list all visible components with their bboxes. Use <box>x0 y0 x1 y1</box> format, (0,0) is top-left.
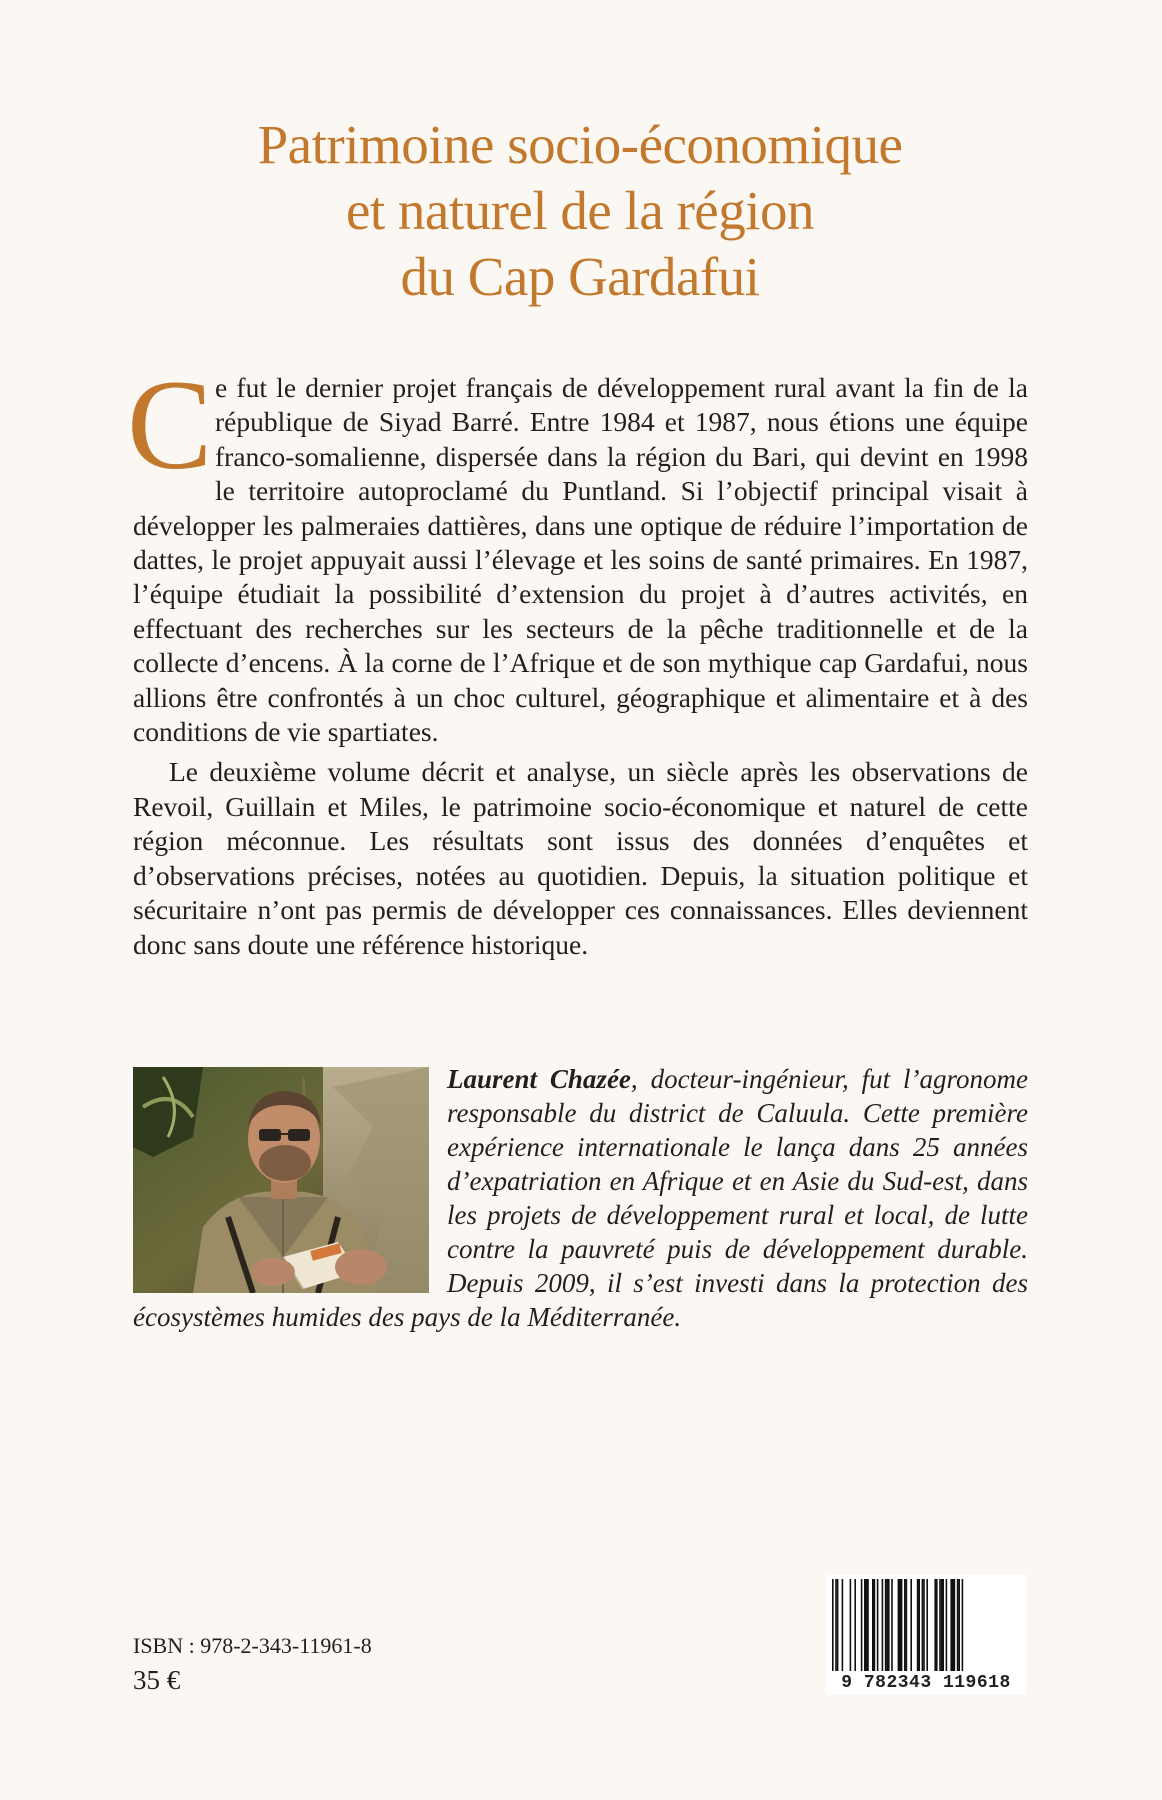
synopsis-paragraph-1-text: e fut le dernier projet français de développement rural avant la fin de la république de Siyad Barré. Entre 1984 et 1987, nous étions une équipe franco-somalienne, dispersée dans la région du Bari, qui devint en 1998 le territoire autoproclamé du Puntland. Si l’objectif principal visait à développer les palmeraies dattières, dans une optique de réduire l’importation de dattes, le projet appuyait aussi l’élevage et les soins de santé primaires. En 1987, l’équipe étudiait la possibilité d’extension du projet à d’autres activités, en effectuant des recherches sur les secteurs de la pêche traditionnelle et de la collecte d’encens. À la corne de l’Afrique et de son mythique cap Gardafui, nous allions être confrontés à un choc culturel, géographique et alimentaire et à des conditions de vie spartiates. <box>133 372 1028 748</box>
barcode-bar <box>958 1579 960 1671</box>
barcode-bar <box>832 1579 834 1671</box>
barcode-bar <box>939 1579 941 1671</box>
barcode-bar <box>837 1579 839 1671</box>
barcode-bar <box>917 1579 920 1671</box>
barcode-bar <box>957 1579 959 1671</box>
barcode-bar <box>854 1579 856 1671</box>
barcode-bar <box>882 1579 884 1671</box>
title-line: du Cap Gardafui <box>400 246 760 307</box>
barcode-bar <box>886 1579 889 1671</box>
barcode-bar <box>842 1579 844 1671</box>
barcode-bar <box>850 1579 852 1671</box>
barcode-bar <box>872 1579 875 1671</box>
barcode-bar <box>922 1579 924 1671</box>
author-name: Laurent Chazée <box>447 1064 631 1094</box>
barcode-bar <box>934 1579 937 1671</box>
author-section <box>133 1064 1028 1339</box>
barcode-bar <box>891 1579 893 1671</box>
barcode-bar <box>950 1579 955 1671</box>
barcode-bar <box>941 1579 944 1671</box>
barcode-bar <box>926 1579 928 1671</box>
barcode-bar <box>962 1579 964 1671</box>
synopsis-paragraph-2: Le deuxième volume décrit et analyse, un siècle après les observations de Revoil, Guillain et Miles, le patrimoine socio-économique et naturel de cette région méconnue. Les résultats sont issus des données d’enquêtes et d’observations précises, notées au quotidien. Depuis, la situation politique et sécuritaire n’ont pas permis de développer ces connaissances. Elles deviennent donc sans doute une référence historique. <box>133 756 1028 960</box>
barcode-bar <box>885 1579 887 1671</box>
barcode-bar <box>877 1579 879 1671</box>
title-line: et naturel de la région <box>345 180 814 241</box>
barcode-bar <box>864 1579 869 1671</box>
barcode-bar <box>835 1579 837 1671</box>
barcode-bar <box>923 1579 925 1671</box>
barcode-bar <box>904 1579 906 1671</box>
title-line: Patrimoine socio-économique <box>257 114 903 175</box>
barcode-bar <box>898 1579 903 1671</box>
author-bio <box>133 1062 1028 1334</box>
drop-cap: C <box>127 354 213 496</box>
barcode-bar <box>906 1579 908 1671</box>
barcode-bars <box>826 1575 1026 1673</box>
synopsis-paragraph-1 <box>127 354 1028 749</box>
barcode-number: 9 782343 119618 <box>841 1673 1011 1693</box>
barcode-bar <box>910 1579 912 1671</box>
synopsis <box>127 354 1028 962</box>
author-bio-text: , docteur-ingénieur, fut l’agronome responsable du district de Caluula. Cette première expérience internationale le lança dans 25 années d’expatriation en Afrique et en Asie du Sud-est, dans les projets de développement rural et local, de lutte contre la pauvreté puis de développement durable. Depuis 2009, il s’est investi dans la protection des écosystèmes humides des pays de la Méditerranée. <box>133 1064 1028 1332</box>
isbn: ISBN : 978-2-343-11961-8 <box>133 1633 372 1658</box>
barcode-bar <box>861 1579 863 1671</box>
barcode-bar <box>946 1579 948 1671</box>
barcode <box>826 1575 1026 1695</box>
book-title <box>130 112 1030 310</box>
price: 35 € <box>133 1665 181 1695</box>
